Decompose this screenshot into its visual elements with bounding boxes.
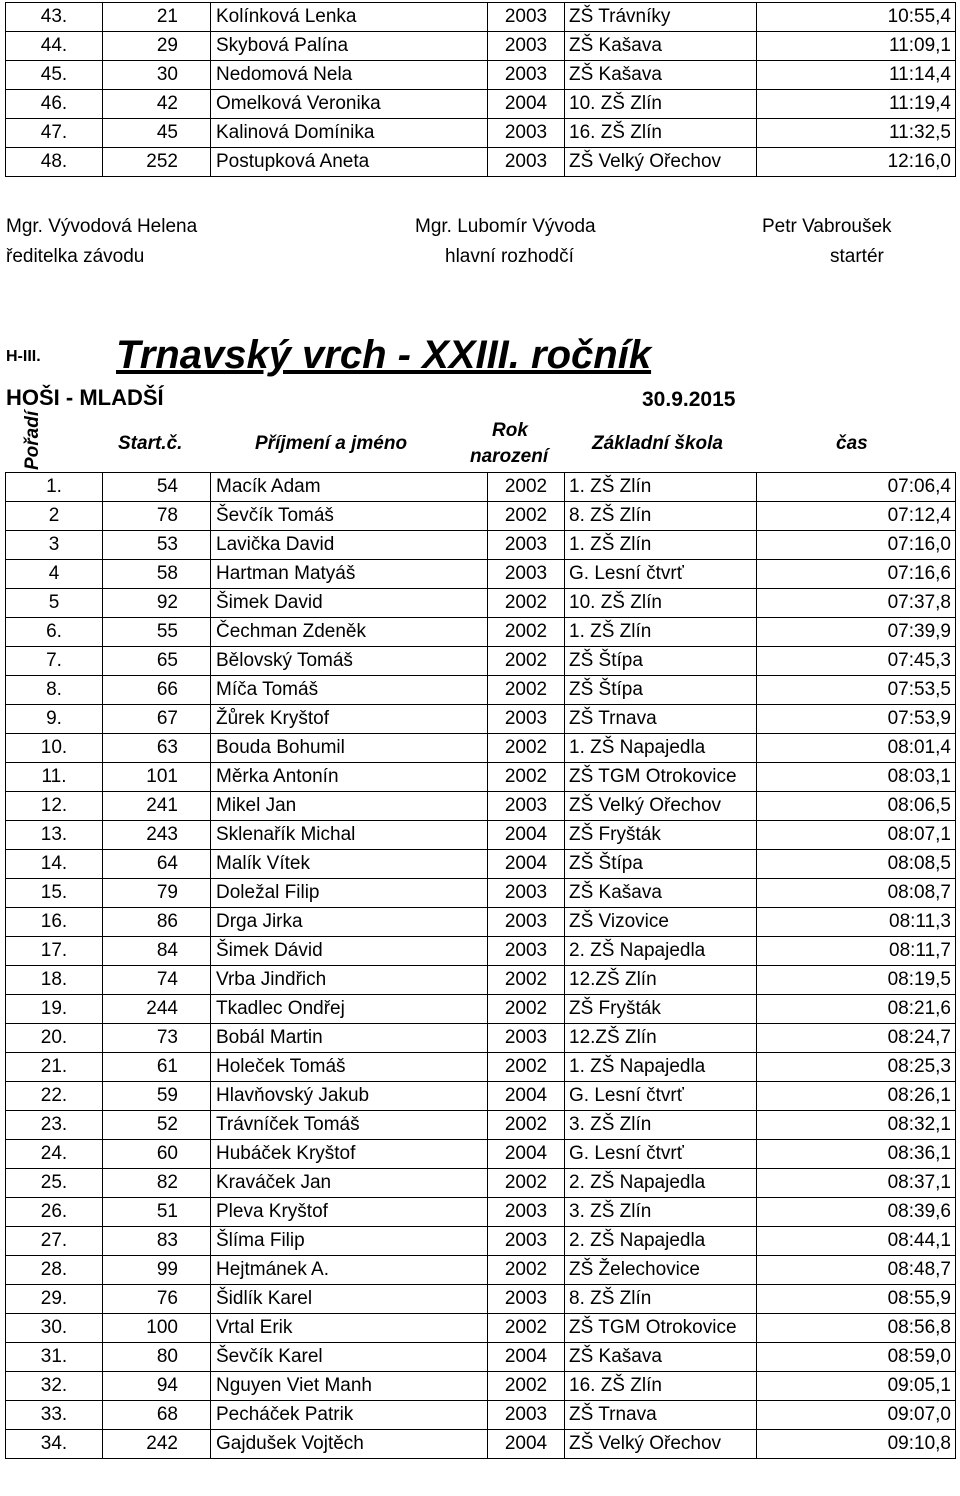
cell-start: 78 (103, 502, 211, 531)
table-row (6, 705, 956, 734)
cell-name: Pleva Kryštof (211, 1198, 488, 1227)
cell-school: 16. ZŠ Zlín (565, 1372, 757, 1401)
cell-start: 92 (103, 589, 211, 618)
table-row (6, 966, 956, 995)
cell-name: Nguyen Viet Manh (211, 1372, 488, 1401)
cell-rank: 11. (6, 763, 103, 792)
cell-name: Bobál Martin (211, 1024, 488, 1053)
cell-rank: 8. (6, 676, 103, 705)
table-row (6, 589, 956, 618)
cell-rank: 9. (6, 705, 103, 734)
cell-rank: 6. (6, 618, 103, 647)
cell-rank: 25. (6, 1169, 103, 1198)
cell-start: 74 (103, 966, 211, 995)
cell-time: 08:21,6 (757, 995, 956, 1024)
cell-school: ZŠ Trnava (565, 705, 757, 734)
cell-start: 99 (103, 1256, 211, 1285)
cell-time: 08:55,9 (757, 1285, 956, 1314)
cell-time: 08:26,1 (757, 1082, 956, 1111)
cell-school: 12.ZŠ Zlín (565, 1024, 757, 1053)
cell-year: 2003 (488, 908, 565, 937)
table-row (6, 473, 956, 502)
table-row (6, 90, 956, 119)
cell-year: 2003 (488, 3, 565, 32)
cell-start: 83 (103, 1227, 211, 1256)
table-row (6, 647, 956, 676)
cell-start: 244 (103, 995, 211, 1024)
cell-time: 08:56,8 (757, 1314, 956, 1343)
category-label: HOŠI - MLADŠÍ (6, 385, 164, 410)
column-header-rank: Pořadí (22, 410, 43, 470)
cell-year: 2002 (488, 995, 565, 1024)
cell-name: Žůrek Kryštof (211, 705, 488, 734)
cell-start: 242 (103, 1430, 211, 1459)
table-row (6, 61, 956, 90)
cell-name: Ševčík Karel (211, 1343, 488, 1372)
cell-time: 09:05,1 (757, 1372, 956, 1401)
cell-time: 09:10,8 (757, 1430, 956, 1459)
cell-school: 2. ZŠ Napajedla (565, 1169, 757, 1198)
table-row (6, 1053, 956, 1082)
cell-start: 61 (103, 1053, 211, 1082)
table-row (6, 560, 956, 589)
cell-school: ZŠ Fryšták (565, 821, 757, 850)
cell-rank: 43. (6, 3, 103, 32)
cell-name: Šidlík Karel (211, 1285, 488, 1314)
cell-name: Nedomová Nela (211, 61, 488, 90)
cell-name: Hartman Matyáš (211, 560, 488, 589)
cell-start: 67 (103, 705, 211, 734)
table-row (6, 1343, 956, 1372)
cell-rank: 17. (6, 937, 103, 966)
cell-start: 65 (103, 647, 211, 676)
table-row (6, 763, 956, 792)
cell-year: 2004 (488, 1343, 565, 1372)
cell-start: 94 (103, 1372, 211, 1401)
cell-rank: 21. (6, 1053, 103, 1082)
cell-time: 11:19,4 (757, 90, 956, 119)
cell-time: 08:08,7 (757, 879, 956, 908)
cell-time: 11:14,4 (757, 61, 956, 90)
table-row (6, 119, 956, 148)
cell-year: 2003 (488, 792, 565, 821)
cell-year: 2003 (488, 705, 565, 734)
cell-rank: 4 (6, 560, 103, 589)
table-row (6, 879, 956, 908)
table-row (6, 1430, 956, 1459)
cell-school: ZŠ Fryšták (565, 995, 757, 1024)
cell-name: Mikel Jan (211, 792, 488, 821)
table-row (6, 995, 956, 1024)
cell-time: 08:48,7 (757, 1256, 956, 1285)
cell-name: Hejtmánek A. (211, 1256, 488, 1285)
cell-rank: 31. (6, 1343, 103, 1372)
cell-year: 2003 (488, 148, 565, 177)
cell-year: 2004 (488, 90, 565, 119)
cell-year: 2002 (488, 763, 565, 792)
cell-name: Omelková Veronika (211, 90, 488, 119)
cell-school: ZŠ Velký Ořechov (565, 792, 757, 821)
cell-time: 08:24,7 (757, 1024, 956, 1053)
cell-school: 2. ZŠ Napajedla (565, 937, 757, 966)
cell-school: ZŠ Kašava (565, 32, 757, 61)
cell-time: 08:03,1 (757, 763, 956, 792)
cell-name: Tkadlec Ondřej (211, 995, 488, 1024)
table-row (6, 618, 956, 647)
cell-name: Šimek Dávid (211, 937, 488, 966)
cell-school: 8. ZŠ Zlín (565, 502, 757, 531)
cell-start: 53 (103, 531, 211, 560)
cell-start: 241 (103, 792, 211, 821)
cell-school: 10. ZŠ Zlín (565, 589, 757, 618)
cell-rank: 1. (6, 473, 103, 502)
cell-name: Vrtal Erik (211, 1314, 488, 1343)
cell-year: 2003 (488, 937, 565, 966)
cell-year: 2002 (488, 618, 565, 647)
cell-name: Míča Tomáš (211, 676, 488, 705)
cell-start: 86 (103, 908, 211, 937)
cell-start: 30 (103, 61, 211, 90)
table-row (6, 821, 956, 850)
cell-name: Sklenařík Michal (211, 821, 488, 850)
table-row (6, 1372, 956, 1401)
cell-name: Doležal Filip (211, 879, 488, 908)
cell-name: Malík Vítek (211, 850, 488, 879)
cell-school: 12.ZŠ Zlín (565, 966, 757, 995)
table-row (6, 734, 956, 763)
cell-start: 54 (103, 473, 211, 502)
cell-start: 84 (103, 937, 211, 966)
cell-school: 1. ZŠ Zlín (565, 618, 757, 647)
cell-school: 1. ZŠ Zlín (565, 473, 757, 502)
cell-name: Kraváček Jan (211, 1169, 488, 1198)
cell-name: Holeček Tomáš (211, 1053, 488, 1082)
table-row (6, 1169, 956, 1198)
table-row (6, 1314, 956, 1343)
cell-school: ZŠ Kašava (565, 1343, 757, 1372)
cell-time: 07:53,9 (757, 705, 956, 734)
cell-time: 08:32,1 (757, 1111, 956, 1140)
table-row (6, 937, 956, 966)
table-row (6, 850, 956, 879)
cell-year: 2002 (488, 966, 565, 995)
column-header-year-1: Rok (492, 420, 528, 441)
cell-year: 2003 (488, 119, 565, 148)
column-header-name: Příjmení a jméno (255, 433, 408, 454)
race-date: 30.9.2015 (642, 388, 736, 411)
cell-start: 82 (103, 1169, 211, 1198)
cell-name: Hubáček Kryštof (211, 1140, 488, 1169)
cell-start: 58 (103, 560, 211, 589)
cell-start: 21 (103, 3, 211, 32)
cell-time: 10:55,4 (757, 3, 956, 32)
cell-name: Macík Adam (211, 473, 488, 502)
cell-year: 2003 (488, 531, 565, 560)
cell-name: Pecháček Patrik (211, 1401, 488, 1430)
table-row (6, 1111, 956, 1140)
cell-rank: 28. (6, 1256, 103, 1285)
cell-year: 2004 (488, 1430, 565, 1459)
cell-start: 63 (103, 734, 211, 763)
cell-rank: 45. (6, 61, 103, 90)
cell-rank: 27. (6, 1227, 103, 1256)
cell-time: 08:36,1 (757, 1140, 956, 1169)
cell-school: ZŠ Štípa (565, 676, 757, 705)
cell-start: 64 (103, 850, 211, 879)
cell-year: 2002 (488, 589, 565, 618)
cell-name: Kalinová Domínika (211, 119, 488, 148)
cell-school: ZŠ Kašava (565, 879, 757, 908)
cell-school: 10. ZŠ Zlín (565, 90, 757, 119)
cell-name: Postupková Aneta (211, 148, 488, 177)
cell-name: Kolínková Lenka (211, 3, 488, 32)
cell-time: 07:37,8 (757, 589, 956, 618)
cell-year: 2002 (488, 647, 565, 676)
cell-time: 07:45,3 (757, 647, 956, 676)
cell-time: 08:44,1 (757, 1227, 956, 1256)
cell-time: 08:11,7 (757, 937, 956, 966)
cell-year: 2004 (488, 821, 565, 850)
cell-school: G. Lesní čtvrť (565, 1140, 757, 1169)
cell-start: 60 (103, 1140, 211, 1169)
cell-year: 2003 (488, 1285, 565, 1314)
cell-year: 2004 (488, 1082, 565, 1111)
results-table (5, 472, 956, 1459)
table-row (6, 32, 956, 61)
cell-year: 2002 (488, 1256, 565, 1285)
cell-time: 08:19,5 (757, 966, 956, 995)
cell-name: Gajdušek Vojtěch (211, 1430, 488, 1459)
cell-rank: 29. (6, 1285, 103, 1314)
cell-time: 08:59,0 (757, 1343, 956, 1372)
cell-name: Trávníček Tomáš (211, 1111, 488, 1140)
cell-time: 07:16,6 (757, 560, 956, 589)
cell-year: 2002 (488, 676, 565, 705)
cell-time: 08:07,1 (757, 821, 956, 850)
cell-rank: 10. (6, 734, 103, 763)
cell-school: ZŠ Vizovice (565, 908, 757, 937)
cell-rank: 33. (6, 1401, 103, 1430)
cell-school: 1. ZŠ Zlín (565, 531, 757, 560)
cell-name: Bouda Bohumil (211, 734, 488, 763)
category-code: H-III. (6, 348, 41, 365)
cell-time: 08:37,1 (757, 1169, 956, 1198)
cell-start: 42 (103, 90, 211, 119)
cell-name: Vrba Jindřich (211, 966, 488, 995)
cell-year: 2002 (488, 502, 565, 531)
cell-start: 243 (103, 821, 211, 850)
cell-name: Bělovský Tomáš (211, 647, 488, 676)
cell-time: 08:39,6 (757, 1198, 956, 1227)
referee-name: Mgr. Lubomír Vývoda (415, 216, 596, 237)
cell-name: Čechman Zdeněk (211, 618, 488, 647)
cell-rank: 46. (6, 90, 103, 119)
cell-time: 07:06,4 (757, 473, 956, 502)
column-header-time: čas (836, 433, 868, 454)
table-row (6, 1082, 956, 1111)
cell-rank: 20. (6, 1024, 103, 1053)
cell-school: 1. ZŠ Napajedla (565, 734, 757, 763)
cell-year: 2003 (488, 560, 565, 589)
cell-start: 73 (103, 1024, 211, 1053)
column-header-year-2: narození (470, 446, 549, 467)
cell-start: 100 (103, 1314, 211, 1343)
table-row (6, 1256, 956, 1285)
cell-school: ZŠ Velký Ořechov (565, 148, 757, 177)
cell-rank: 32. (6, 1372, 103, 1401)
cell-rank: 5 (6, 589, 103, 618)
table-row (6, 676, 956, 705)
cell-name: Měrka Antonín (211, 763, 488, 792)
cell-year: 2003 (488, 879, 565, 908)
cell-school: ZŠ Velký Ořechov (565, 1430, 757, 1459)
cell-rank: 22. (6, 1082, 103, 1111)
cell-rank: 47. (6, 119, 103, 148)
cell-school: G. Lesní čtvrť (565, 560, 757, 589)
cell-school: ZŠ TGM Otrokovice (565, 763, 757, 792)
cell-time: 12:16,0 (757, 148, 956, 177)
cell-year: 2002 (488, 1314, 565, 1343)
cell-time: 07:53,5 (757, 676, 956, 705)
cell-school: 1. ZŠ Napajedla (565, 1053, 757, 1082)
cell-rank: 30. (6, 1314, 103, 1343)
table-row (6, 1140, 956, 1169)
cell-school: 2. ZŠ Napajedla (565, 1227, 757, 1256)
cell-year: 2003 (488, 1024, 565, 1053)
cell-year: 2003 (488, 61, 565, 90)
cell-start: 45 (103, 119, 211, 148)
column-header-school: Základní škola (592, 433, 723, 454)
cell-name: Šlíma Filip (211, 1227, 488, 1256)
starter-role: startér (830, 246, 884, 267)
cell-time: 11:32,5 (757, 119, 956, 148)
cell-rank: 14. (6, 850, 103, 879)
cell-rank: 44. (6, 32, 103, 61)
cell-time: 08:11,3 (757, 908, 956, 937)
cell-rank: 2 (6, 502, 103, 531)
table-row (6, 1024, 956, 1053)
table-row (6, 1198, 956, 1227)
cell-name: Ševčík Tomáš (211, 502, 488, 531)
table-row (6, 502, 956, 531)
table-row (6, 792, 956, 821)
cell-rank: 3 (6, 531, 103, 560)
cell-rank: 13. (6, 821, 103, 850)
cell-school: 16. ZŠ Zlín (565, 119, 757, 148)
cell-time: 07:12,4 (757, 502, 956, 531)
referee-role: hlavní rozhodčí (445, 246, 574, 267)
cell-time: 09:07,0 (757, 1401, 956, 1430)
cell-school: 3. ZŠ Zlín (565, 1198, 757, 1227)
cell-rank: 48. (6, 148, 103, 177)
cell-year: 2002 (488, 1169, 565, 1198)
cell-rank: 12. (6, 792, 103, 821)
cell-school: G. Lesní čtvrť (565, 1082, 757, 1111)
cell-time: 08:01,4 (757, 734, 956, 763)
cell-rank: 34. (6, 1430, 103, 1459)
table-row (6, 1401, 956, 1430)
cell-start: 80 (103, 1343, 211, 1372)
cell-school: ZŠ Kašava (565, 61, 757, 90)
cell-year: 2003 (488, 1401, 565, 1430)
table-row (6, 3, 956, 32)
cell-time: 07:39,9 (757, 618, 956, 647)
cell-rank: 16. (6, 908, 103, 937)
cell-rank: 18. (6, 966, 103, 995)
cell-time: 07:16,0 (757, 531, 956, 560)
director-name: Mgr. Vývodová Helena (6, 216, 198, 237)
table-row (6, 148, 956, 177)
cell-year: 2003 (488, 1198, 565, 1227)
cell-start: 79 (103, 879, 211, 908)
cell-time: 08:25,3 (757, 1053, 956, 1082)
table-row (6, 908, 956, 937)
column-header-start: Start.č. (118, 433, 183, 454)
cell-time: 11:09,1 (757, 32, 956, 61)
cell-start: 59 (103, 1082, 211, 1111)
cell-rank: 19. (6, 995, 103, 1024)
cell-year: 2004 (488, 850, 565, 879)
cell-rank: 26. (6, 1198, 103, 1227)
cell-name: Hlavňovský Jakub (211, 1082, 488, 1111)
cell-name: Lavička David (211, 531, 488, 560)
cell-start: 55 (103, 618, 211, 647)
cell-name: Skybová Palína (211, 32, 488, 61)
cell-rank: 7. (6, 647, 103, 676)
cell-start: 52 (103, 1111, 211, 1140)
cell-year: 2002 (488, 734, 565, 763)
cell-school: 3. ZŠ Zlín (565, 1111, 757, 1140)
table-row (6, 531, 956, 560)
table-row (6, 1285, 956, 1314)
page-title: Trnavský vrch - XXIII. ročník (116, 333, 652, 377)
cell-time: 08:08,5 (757, 850, 956, 879)
cell-start: 68 (103, 1401, 211, 1430)
cell-name: Šimek David (211, 589, 488, 618)
starter-name: Petr Vabroušek (762, 216, 892, 237)
cell-school: ZŠ TGM Otrokovice (565, 1314, 757, 1343)
cell-school: ZŠ Želechovice (565, 1256, 757, 1285)
cell-year: 2003 (488, 1227, 565, 1256)
cell-start: 29 (103, 32, 211, 61)
previous-results-table (5, 2, 956, 177)
cell-school: ZŠ Trávníky (565, 3, 757, 32)
director-role: ředitelka závodu (6, 246, 145, 267)
cell-year: 2003 (488, 32, 565, 61)
cell-time: 08:06,5 (757, 792, 956, 821)
cell-start: 51 (103, 1198, 211, 1227)
cell-year: 2002 (488, 1053, 565, 1082)
cell-rank: 23. (6, 1111, 103, 1140)
cell-year: 2004 (488, 1140, 565, 1169)
cell-school: ZŠ Štípa (565, 647, 757, 676)
cell-year: 2002 (488, 473, 565, 502)
cell-start: 252 (103, 148, 211, 177)
cell-rank: 15. (6, 879, 103, 908)
cell-start: 76 (103, 1285, 211, 1314)
cell-school: 8. ZŠ Zlín (565, 1285, 757, 1314)
cell-name: Drga Jirka (211, 908, 488, 937)
cell-school: ZŠ Štípa (565, 850, 757, 879)
cell-start: 66 (103, 676, 211, 705)
cell-rank: 24. (6, 1140, 103, 1169)
table-row (6, 1227, 956, 1256)
cell-school: ZŠ Trnava (565, 1401, 757, 1430)
cell-start: 101 (103, 763, 211, 792)
cell-year: 2002 (488, 1111, 565, 1140)
cell-year: 2002 (488, 1372, 565, 1401)
